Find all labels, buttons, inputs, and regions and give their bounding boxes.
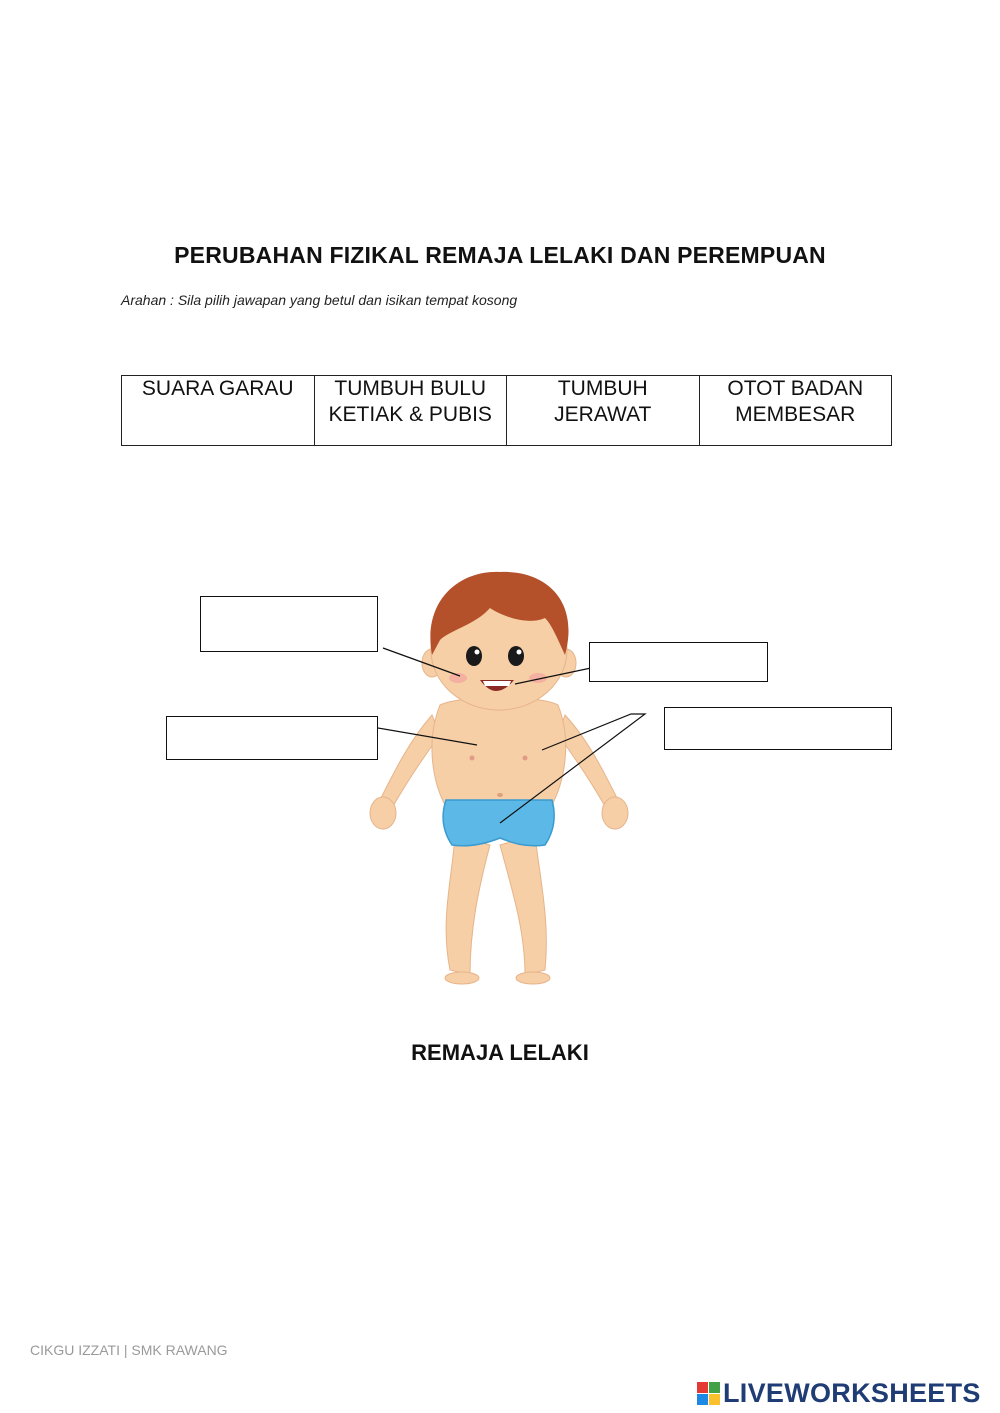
left-hand [370, 797, 396, 829]
option-line: MEMBESAR [735, 403, 856, 426]
option-line: SUARA GARAU [141, 377, 294, 400]
brand-name: LIVEWORKSHEETS [723, 1377, 981, 1408]
instruction-text: Arahan : Sila pilih jawapan yang betul dan isikan tempat kosong [121, 292, 518, 308]
option-line: JERAWAT [554, 403, 652, 426]
option-line: KETIAK & PUBIS [328, 403, 492, 426]
left-leg [446, 835, 490, 975]
left-nipple [470, 756, 475, 761]
answer-box-4[interactable] [664, 707, 892, 750]
left-eye [466, 646, 482, 666]
left-arm [380, 715, 440, 808]
answer-box-3[interactable] [166, 716, 378, 760]
left-foot [445, 972, 479, 984]
option-line: TUMBUH BULU [334, 377, 487, 400]
logo-mark-icon [697, 1382, 720, 1405]
liveworksheets-logo[interactable] [697, 1376, 981, 1410]
right-nipple [523, 756, 528, 761]
footer-credit: CIKGU IZZATI | SMK RAWANG [30, 1342, 228, 1358]
logo-square [709, 1382, 720, 1393]
right-eye-shine [517, 650, 522, 655]
answer-box-1[interactable] [200, 596, 378, 652]
figure-caption: REMAJA LELAKI [411, 1040, 589, 1065]
right-foot [516, 972, 550, 984]
logo-square [709, 1394, 720, 1405]
logo-square [697, 1394, 708, 1405]
left-eye-shine [475, 650, 480, 655]
right-eye [508, 646, 524, 666]
worksheet-title: PERUBAHAN FIZIKAL REMAJA LELAKI DAN PEREMPUAN [174, 242, 826, 268]
right-hand [602, 797, 628, 829]
left-cheek [449, 673, 467, 683]
answer-box-2[interactable] [589, 642, 768, 682]
teeth [483, 681, 511, 686]
option-line: OTOT BADAN [727, 377, 864, 400]
option-line: TUMBUH [557, 377, 648, 400]
navel [497, 793, 503, 797]
right-arm [558, 715, 618, 808]
right-leg [500, 835, 546, 975]
logo-square [697, 1382, 708, 1393]
shorts [443, 800, 554, 846]
